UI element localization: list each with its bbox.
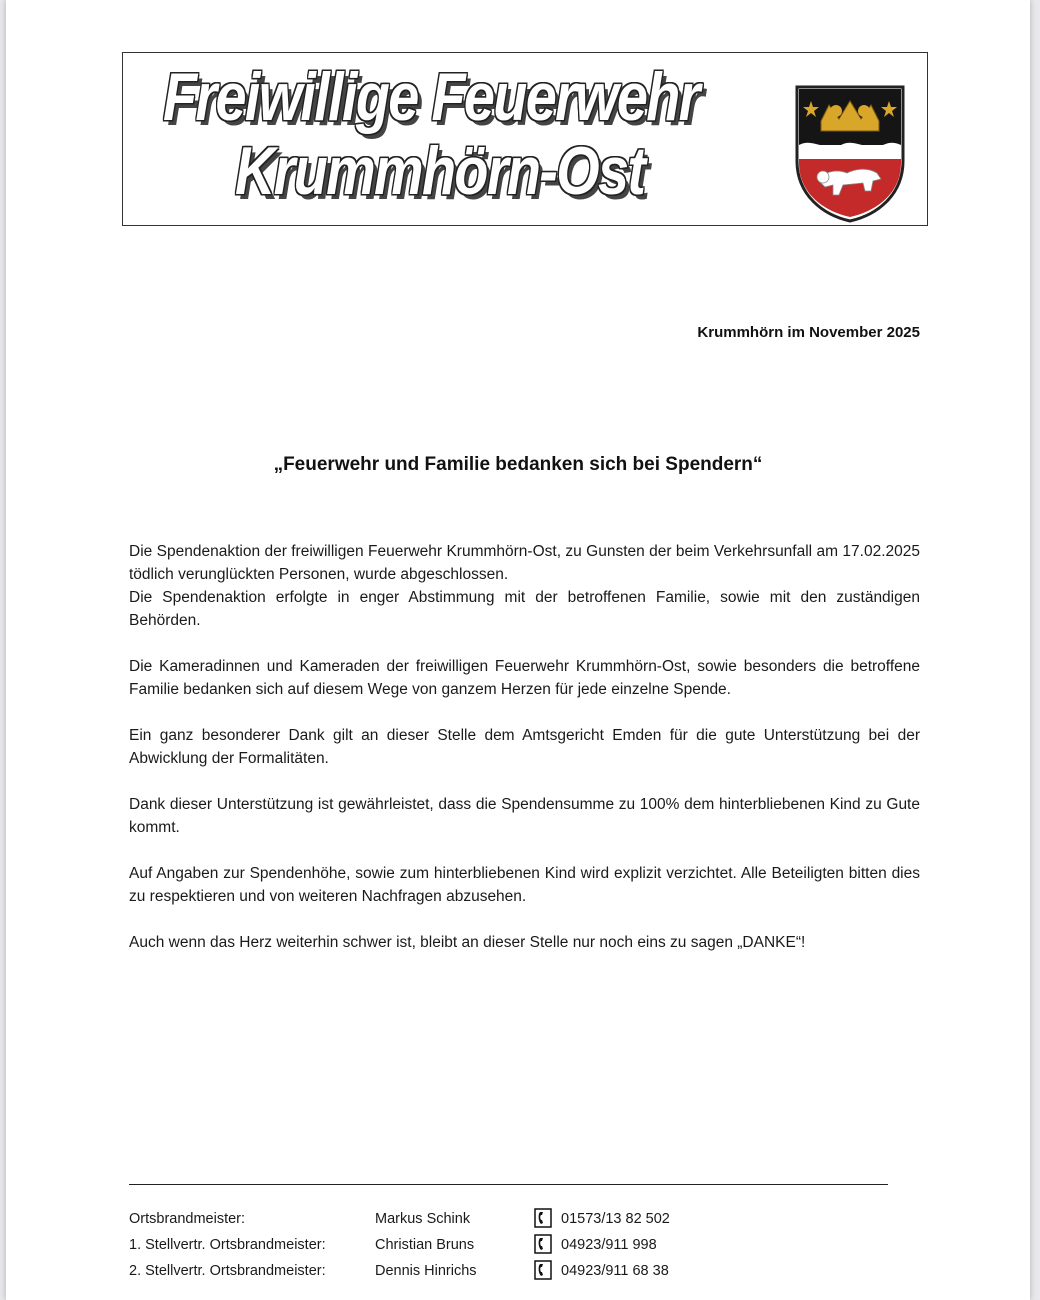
paragraph: Auch wenn das Herz weiterhin schwer ist, bleibt an dieser Stelle nur noch eins zu sagen „DANKE“! xyxy=(129,934,806,951)
contact-row xyxy=(129,1234,849,1260)
document-page xyxy=(6,0,1030,1300)
letter-body xyxy=(129,540,920,977)
date-line: Krummhörn im November 2025 xyxy=(697,324,920,341)
contact-row xyxy=(129,1260,849,1286)
paragraph: Ein ganz besonderer Dank gilt an dieser Stelle dem Amtsgericht Emden für die gute Unterstützung bei der Abwicklung der Formalitäten. xyxy=(129,727,920,767)
paragraph: Die Spendenaktion erfolgte in enger Abstimmung mit der betroffenen Familie, sowie mit den zuständigen Behörden. xyxy=(129,589,920,629)
coat-of-arms-icon xyxy=(793,83,907,223)
contact-name: Dennis Hinrichs xyxy=(375,1263,477,1279)
contact-list xyxy=(129,1208,849,1286)
contact-phone: 04923/911 998 xyxy=(561,1237,657,1253)
phone-icon xyxy=(534,1260,552,1280)
contact-name: Christian Bruns xyxy=(375,1237,475,1253)
letterhead xyxy=(122,52,928,226)
paragraph: Die Kameradinnen und Kameraden der freiwilligen Feuerwehr Krummhörn-Ost, sowie besonders die betroffene Familie bedanken sich auf diesem Wege von ganzem Herzen für jede einzelne Spende. xyxy=(129,658,920,698)
contact-row xyxy=(129,1208,849,1234)
paragraph: Dank dieser Unterstützung ist gewährleistet, dass die Spendensumme zu 100% dem hinterbliebenen Kind zu Gute kommt. xyxy=(129,796,920,836)
paragraph: Die Spendenaktion der freiwilligen Feuerwehr Krummhörn-Ost, zu Gunsten der beim Verkehrsunfall am 17.02.2025 tödlich verunglückten Personen, wurde abgeschlossen. xyxy=(129,543,920,583)
phone-icon xyxy=(534,1208,552,1228)
paragraph: Auf Angaben zur Spendenhöhe, sowie zum hinterbliebenen Kind wird explizit verzichtet. Alle Beteiligten bitten dies zu respektieren und von weiteren Nachfragen abzusehen. xyxy=(129,865,920,905)
contact-name: Markus Schink xyxy=(375,1211,471,1227)
logo-title-line1: Freiwillige Feuerwehr xyxy=(163,59,699,135)
contact-role: 2. Stellvertr. Ortsbrandmeister: xyxy=(129,1263,326,1279)
contact-role: Ortsbrandmeister: xyxy=(129,1211,246,1227)
footer-divider xyxy=(129,1184,888,1185)
phone-icon xyxy=(534,1234,552,1254)
logo-title-line2: Krummhörn-Ost xyxy=(235,133,645,209)
contact-phone: 04923/911 68 38 xyxy=(561,1263,669,1279)
headline: „Feuerwehr und Familie bedanken sich bei Spendern“ xyxy=(273,454,763,475)
contact-role: 1. Stellvertr. Ortsbrandmeister: xyxy=(129,1237,326,1253)
contact-phone: 01573/13 82 502 xyxy=(561,1211,670,1227)
